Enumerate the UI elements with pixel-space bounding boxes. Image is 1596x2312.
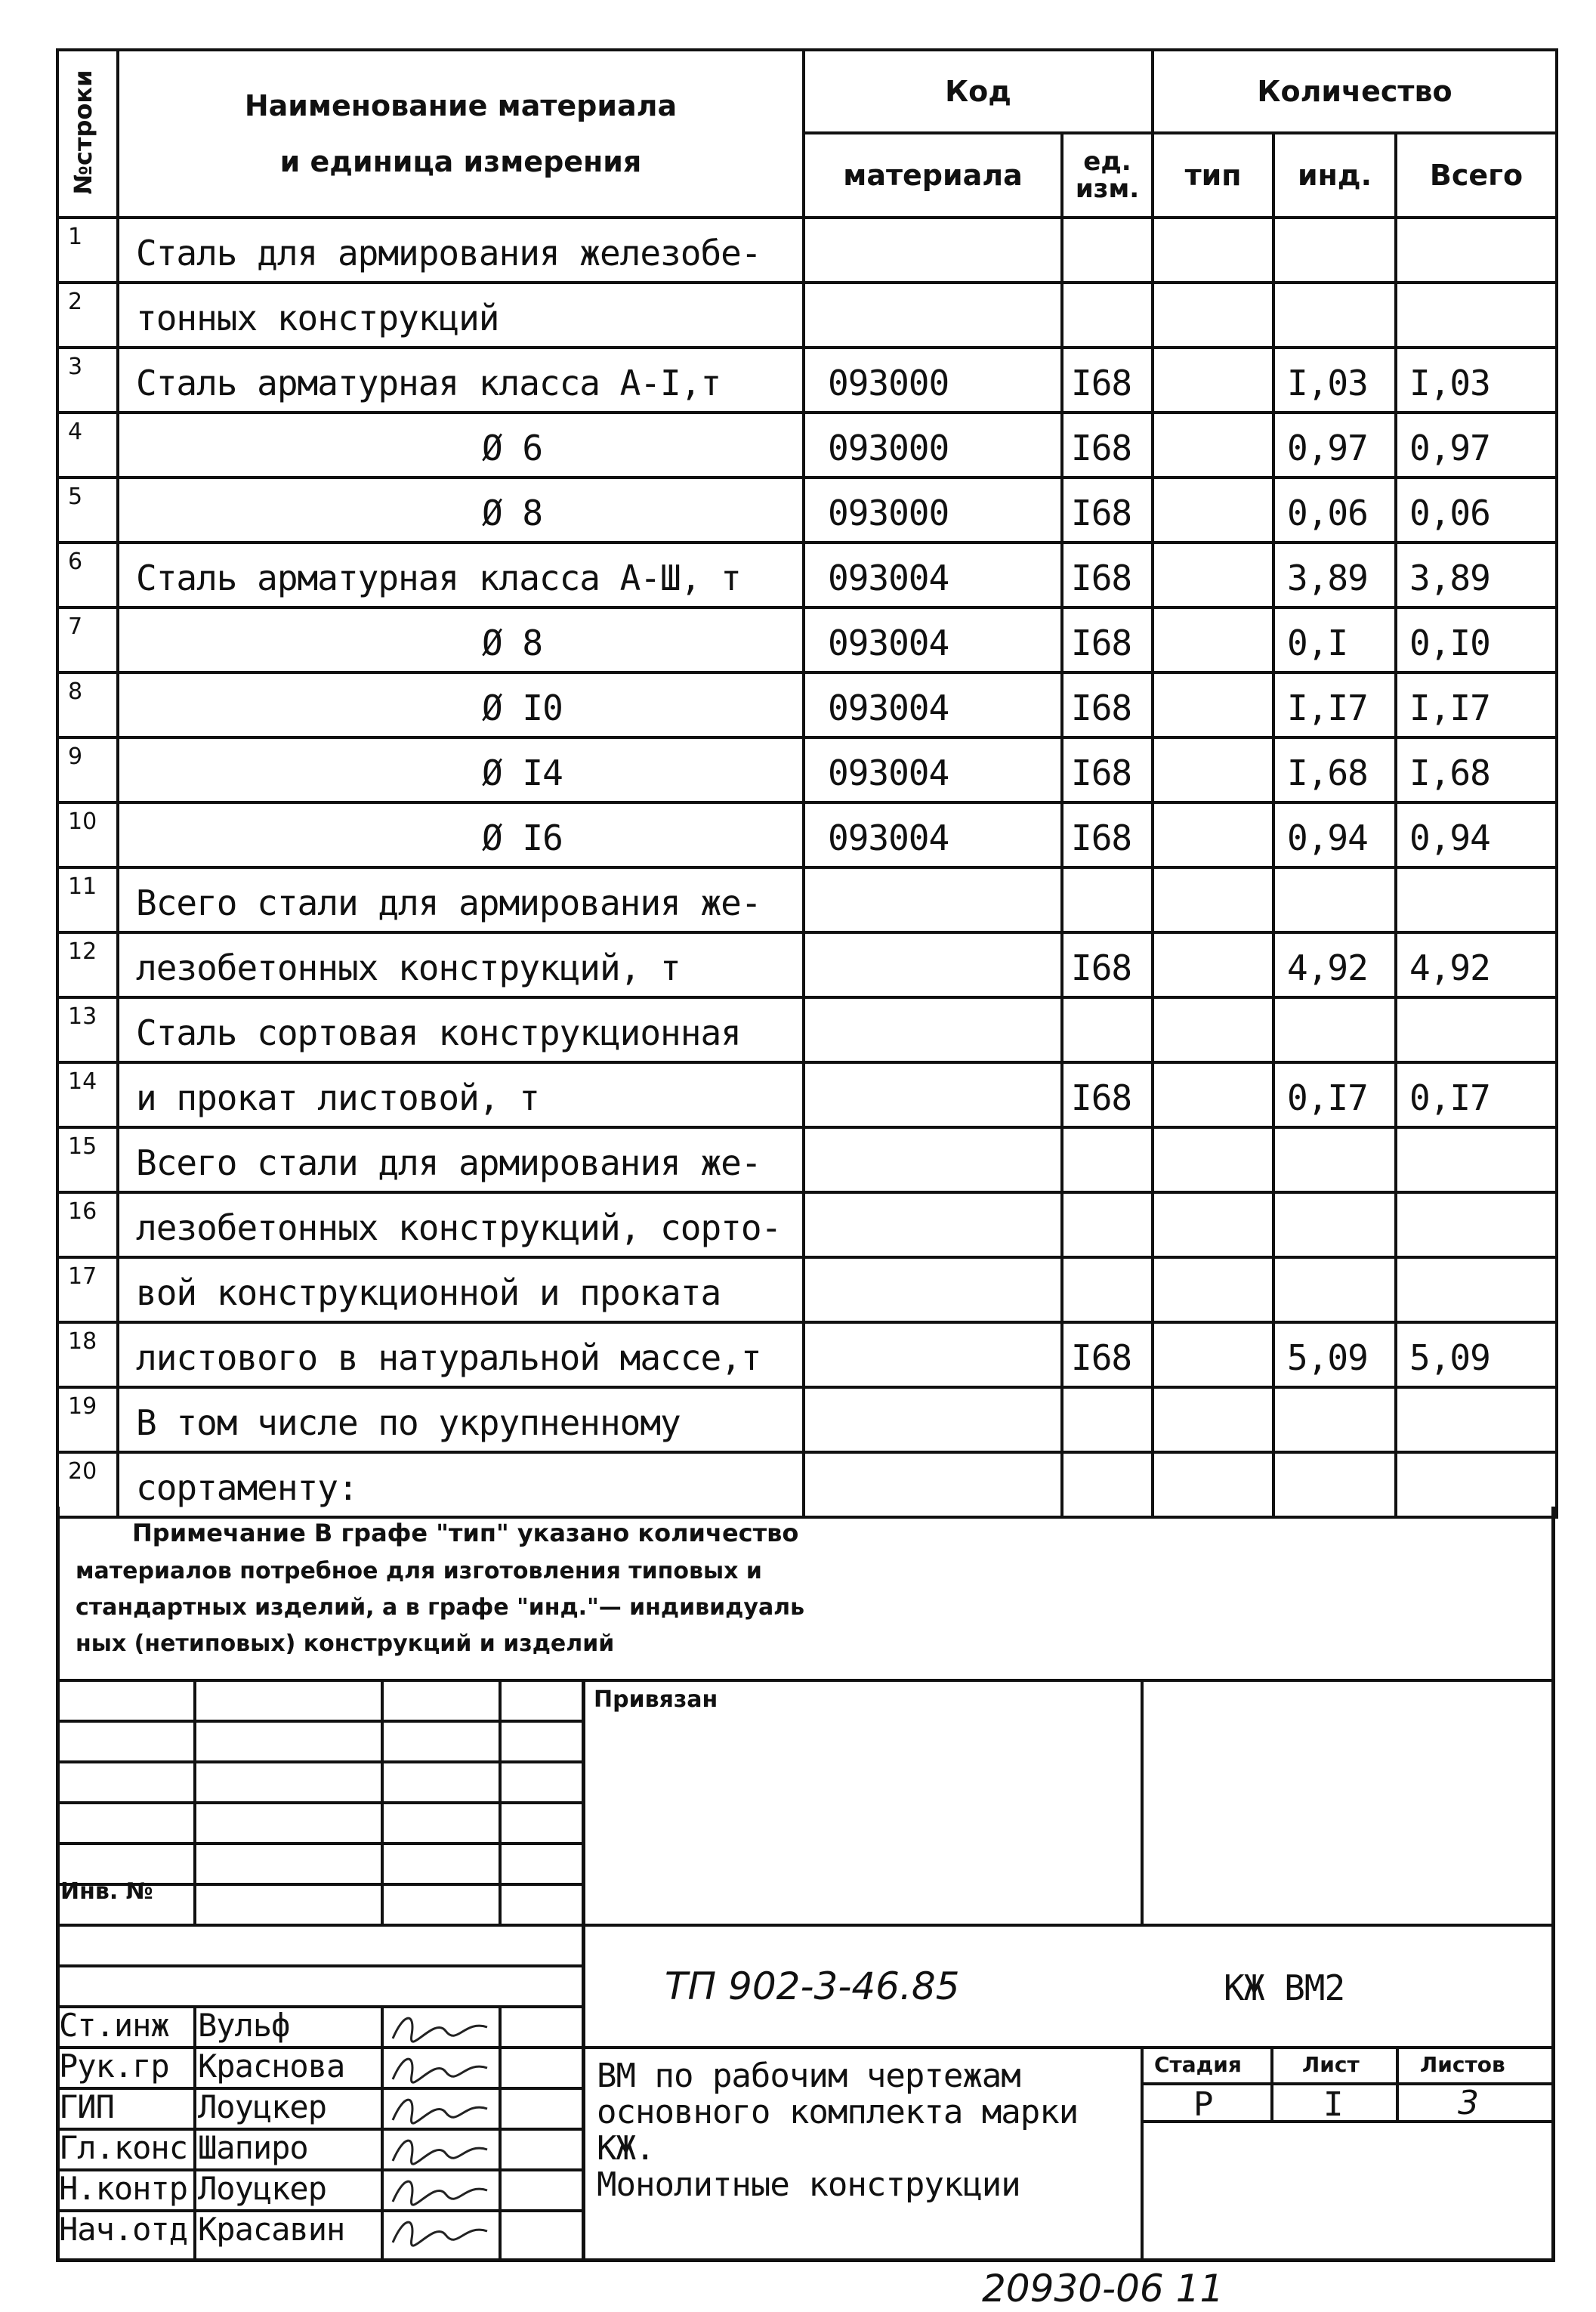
qty-type [1153,607,1273,672]
note-line-1: Примечание В графе "тип" указано количество [132,1519,799,1547]
qty-total: 4,92 [1396,932,1557,997]
qty-type [1153,1322,1273,1387]
row-number: 4 [57,413,118,478]
signature-mark [389,2171,495,2209]
row-number: 5 [57,478,118,542]
qty-type [1153,1387,1273,1452]
qty-ind [1273,867,1396,932]
table-row [57,478,1557,542]
row-number: 13 [57,997,118,1062]
unit-code: I68 [1062,932,1153,997]
material-code [804,1387,1062,1452]
unit-code: I68 [1062,802,1153,867]
material-code [804,283,1062,348]
qty-total [1396,1127,1557,1192]
table-body [57,218,1557,1517]
qty-type-header: тип [1153,133,1273,218]
table-row [57,542,1557,607]
material-code [804,1257,1062,1322]
unit-code: I68 [1062,1322,1153,1387]
qty-total [1396,867,1557,932]
qty-total: 0,I7 [1396,1062,1557,1127]
material-name: Всего стали для армирования же- [118,1127,804,1192]
qty-total: I,I7 [1396,672,1557,737]
qty-total [1396,1387,1557,1452]
unit-code: I68 [1062,607,1153,672]
material-name: лезобетонных конструкций, сорто- [118,1192,804,1257]
unit-code: I68 [1062,478,1153,542]
qty-total-header: Всего [1396,133,1557,218]
table-row [57,607,1557,672]
code-header: Код [804,50,1153,133]
row-number: 14 [57,1062,118,1127]
material-code [804,1192,1062,1257]
material-name: тонных конструкций [118,283,804,348]
signatory-role: ГИП [59,2088,114,2125]
title-line-3: КЖ. [597,2129,655,2168]
signatory-role: Ст.инж [59,2007,169,2044]
material-code: 093004 [804,542,1062,607]
signatory-role: Гл.конс [59,2129,188,2166]
material-name: Ø I4 [118,737,804,802]
material-code [804,867,1062,932]
row-number: 10 [57,802,118,867]
title-line-2: основного комплекта марки [597,2093,1079,2131]
signatory-name: Вульф [198,2007,290,2044]
qty-ind [1273,1387,1396,1452]
row-number: 12 [57,932,118,997]
qty-ind: 3,89 [1273,542,1396,607]
qty-ind [1273,283,1396,348]
title-line-1: ВМ по рабочим чертежам [597,2057,1020,2095]
sheets-label: Листов [1420,2052,1505,2077]
material-code [804,932,1062,997]
qty-total: 3,89 [1396,542,1557,607]
qty-total: I,68 [1396,737,1557,802]
code-material-header: материала [804,133,1062,218]
row-number: 18 [57,1322,118,1387]
row-number: 17 [57,1257,118,1322]
signatory-name: Красавин [198,2211,345,2248]
unit-code [1062,1192,1153,1257]
table-row [57,348,1557,413]
qty-total: 5,09 [1396,1322,1557,1387]
material-code: 093004 [804,802,1062,867]
privyazan-label: Привязан [594,1686,718,1713]
qty-ind [1273,1257,1396,1322]
material-name: лезобетонных конструкций, т [118,932,804,997]
qty-ind: I,68 [1273,737,1396,802]
qty-ind: 0,97 [1273,413,1396,478]
material-name: Ø 8 [118,478,804,542]
inventory-number-label: Инв. № [60,1878,153,1905]
qty-type [1153,1192,1273,1257]
note-line-3: стандартных изделий, а в графе "инд."— индивидуаль [76,1594,805,1621]
unit-code [1062,1387,1153,1452]
material-name: Ø 6 [118,413,804,478]
row-number: 2 [57,283,118,348]
quantity-header: Количество [1153,50,1557,133]
signatory-name: Лоуцкер [198,2088,327,2125]
material-name: вой конструкционной и проката [118,1257,804,1322]
material-code: 093000 [804,413,1062,478]
material-code: 093000 [804,348,1062,413]
qty-ind [1273,1127,1396,1192]
unit-code [1062,1257,1153,1322]
material-name: листового в натуральной массе,т [118,1322,804,1387]
qty-type [1153,802,1273,867]
stage-label: Стадия [1154,2052,1242,2077]
material-name: Ø I6 [118,802,804,867]
document-mark: КЖ ВМ2 [1224,1967,1345,2008]
signature-mark [389,2090,495,2128]
signatory-role: Н.контр [59,2170,188,2207]
qty-ind: 5,09 [1273,1322,1396,1387]
qty-ind: 0,94 [1273,802,1396,867]
sheet-value: I [1323,2085,1343,2124]
material-name: Сталь арматурная класса А-I,т [118,348,804,413]
unit-code: I68 [1062,348,1153,413]
row-number: 16 [57,1192,118,1257]
qty-ind: 0,I7 [1273,1062,1396,1127]
code-unit-header: ед. изм. [1062,133,1153,218]
sheets-value: 3 [1458,2084,1479,2122]
qty-type [1153,737,1273,802]
table-row [57,932,1557,997]
table-row [57,1257,1557,1322]
material-code [804,1322,1062,1387]
qty-type [1153,1127,1273,1192]
material-name: сортаменту: [118,1452,804,1517]
signature-mark [389,2131,495,2168]
qty-ind [1273,218,1396,283]
title-line-4: Монолитные конструкции [597,2165,1020,2204]
sheet-label: Лист [1302,2052,1360,2077]
qty-total: 0,06 [1396,478,1557,542]
qty-ind: I,I7 [1273,672,1396,737]
unit-code: I68 [1062,413,1153,478]
unit-code: I68 [1062,1062,1153,1127]
material-name: В том числе по укрупненному [118,1387,804,1452]
stage-value: Р [1193,2085,1213,2124]
qty-ind-header: инд. [1273,133,1396,218]
qty-total: 0,I0 [1396,607,1557,672]
row-number: 1 [57,218,118,283]
table-row [57,1387,1557,1452]
signatory-name: Шапиро [198,2129,308,2166]
table-row [57,413,1557,478]
signatory-name: Лоуцкер [198,2170,327,2207]
qty-type [1153,283,1273,348]
row-number: 20 [57,1452,118,1517]
signatory-role: Рук.гр [59,2048,169,2085]
qty-ind [1273,997,1396,1062]
qty-total [1396,1257,1557,1322]
table-row [57,1322,1557,1387]
qty-type [1153,997,1273,1062]
unit-code: I68 [1062,672,1153,737]
material-code: 093004 [804,672,1062,737]
table-row [57,218,1557,283]
signature-mark [389,2008,495,2046]
qty-type [1153,478,1273,542]
row-number: 6 [57,542,118,607]
material-code: 093004 [804,737,1062,802]
qty-ind: 4,92 [1273,932,1396,997]
row-number: 9 [57,737,118,802]
table-row [57,1192,1557,1257]
row-number: 7 [57,607,118,672]
row-number: 8 [57,672,118,737]
table-row [57,997,1557,1062]
row-number: 11 [57,867,118,932]
material-name: Всего стали для армирования же- [118,867,804,932]
note-line-4: ных (нетиповых) конструкций и изделий [76,1630,615,1657]
table-row [57,283,1557,348]
unit-code [1062,997,1153,1062]
qty-total [1396,997,1557,1062]
qty-ind: I,03 [1273,348,1396,413]
table-row [57,802,1557,867]
qty-total [1396,218,1557,283]
material-name: Ø I0 [118,672,804,737]
material-code [804,218,1062,283]
table-row [57,867,1557,932]
material-name: Сталь для армирования железобе- [118,218,804,283]
row-number: 19 [57,1387,118,1452]
qty-ind [1273,1192,1396,1257]
material-code [804,1062,1062,1127]
row-number-label: №строки [69,70,97,195]
qty-total: 0,97 [1396,413,1557,478]
unit-code: I68 [1062,542,1153,607]
material-name: и прокат листовой, т [118,1062,804,1127]
table-row [57,737,1557,802]
unit-code [1062,218,1153,283]
signature-mark [389,2212,495,2250]
qty-type [1153,218,1273,283]
qty-type [1153,1062,1273,1127]
qty-type [1153,867,1273,932]
qty-ind: 0,I [1273,607,1396,672]
signature-mark [389,2049,495,2087]
material-name: Ø 8 [118,607,804,672]
row-number: 3 [57,348,118,413]
material-name: Сталь арматурная класса А-Ш, т [118,542,804,607]
signatory-name: Краснова [198,2048,345,2085]
table-row [57,1127,1557,1192]
material-code: 093000 [804,478,1062,542]
qty-total: I,03 [1396,348,1557,413]
qty-type [1153,413,1273,478]
archive-number: 20930-06 11 [982,2267,1224,2310]
qty-type [1153,1257,1273,1322]
qty-total: 0,94 [1396,802,1557,867]
signatory-role: Нач.отд [59,2211,188,2248]
material-name-header: Наименование материала и единица измерения [118,50,804,218]
unit-code [1062,1127,1153,1192]
material-code [804,997,1062,1062]
table-row [57,672,1557,737]
qty-total [1396,1192,1557,1257]
qty-type [1153,932,1273,997]
unit-code: I68 [1062,737,1153,802]
unit-code [1062,867,1153,932]
qty-type [1153,542,1273,607]
material-name: Сталь сортовая конструкционная [118,997,804,1062]
unit-code [1062,283,1153,348]
row-number: 15 [57,1127,118,1192]
materials-table [56,48,1558,1519]
table-row [57,1062,1557,1127]
qty-type [1153,348,1273,413]
material-code [804,1127,1062,1192]
qty-ind: 0,06 [1273,478,1396,542]
document-code: ТП 902-3-46.85 [665,1964,960,2008]
qty-total [1396,283,1557,348]
qty-type [1153,672,1273,737]
note-line-2: материалов потребное для изготовления типовых и [76,1558,762,1584]
material-code: 093004 [804,607,1062,672]
